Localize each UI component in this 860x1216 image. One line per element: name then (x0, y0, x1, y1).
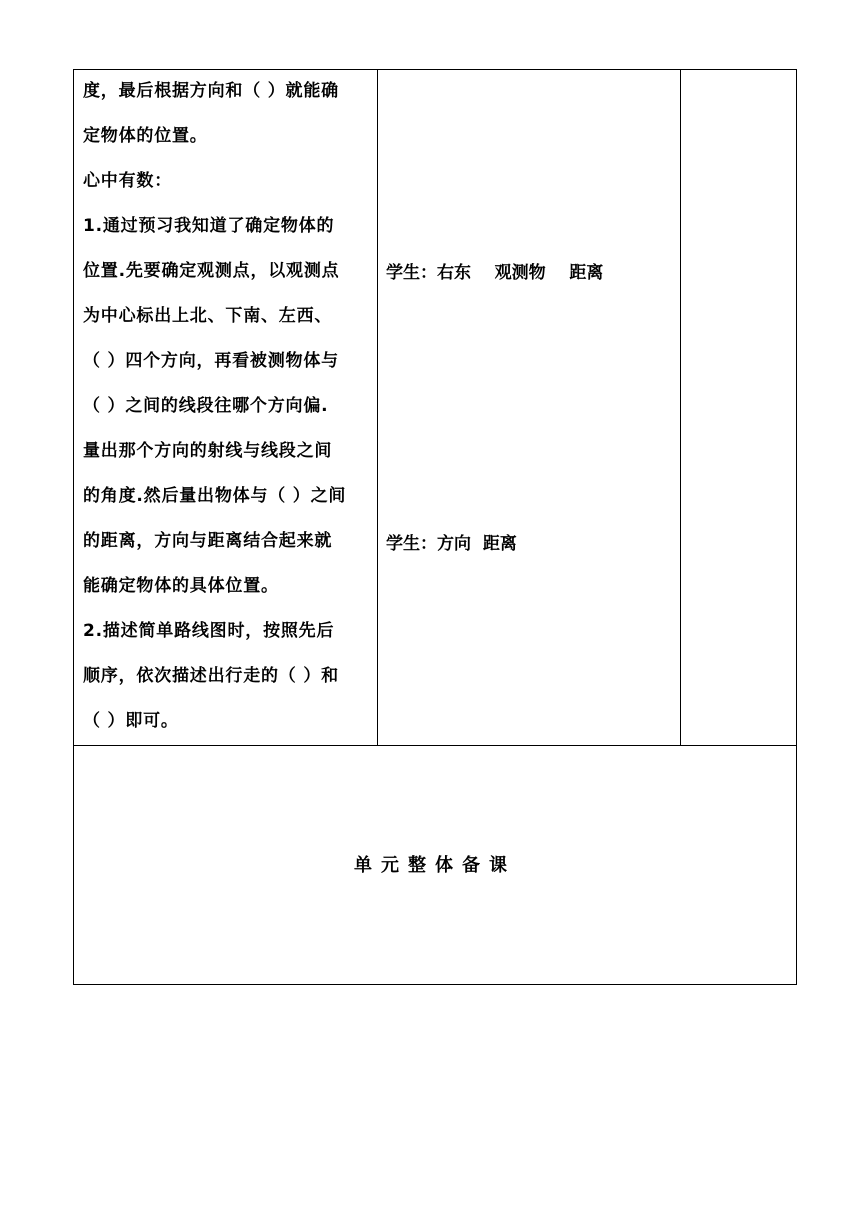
lesson-table (73, 69, 797, 746)
text-line: 顺序，依次描述出行走的（ ）和 (83, 666, 339, 686)
text-line: 的距离，方向与距离结合起来就 (83, 531, 333, 551)
unit-title: 单元整体备课 (354, 855, 516, 876)
text-line: 的角度.然后量出物体与（ ）之间 (83, 486, 347, 506)
text-line: （ ）即可。 (83, 711, 179, 731)
answer-line: 学生：方向 距离 (386, 534, 517, 554)
unit-section (73, 745, 797, 985)
text-line: 1.通过预习我知道了确定物体的 (83, 216, 335, 236)
text-line: （ ）四个方向，再看被测物体与 (83, 351, 339, 371)
notes-column (681, 70, 797, 745)
answer-line: 学生：右东 观测物 距离 (386, 263, 604, 283)
text-line: 2.描述简单路线图时，按照先后 (83, 621, 335, 641)
student-answer-column (378, 70, 681, 745)
text-line: （ ）之间的线段往哪个方向偏. (83, 396, 329, 416)
text-line: 能确定物体的具体位置。 (83, 576, 279, 596)
text-line: 位置.先要确定观测点，以观测点 (83, 261, 340, 281)
text-line: 度，最后根据方向和（ ）就能确 (83, 81, 339, 101)
text-line: 为中心标出上北、下南、左西、 (83, 306, 333, 326)
text-line: 量出那个方向的射线与线段之间 (83, 441, 333, 461)
text-line: 心中有数： (83, 171, 172, 191)
text-line: 定物体的位置。 (83, 126, 208, 146)
student-preview-column (74, 70, 378, 745)
